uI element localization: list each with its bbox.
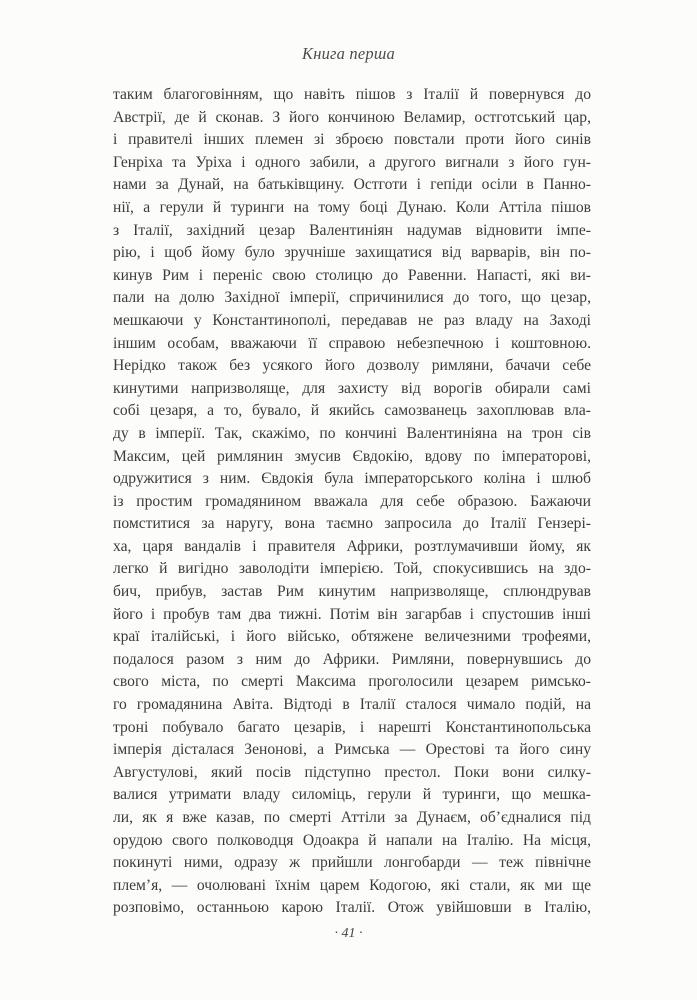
text-line: плем’я, — очолювані їхнім царем Кодогою, які стали, як ми ще <box>113 876 591 894</box>
text-line: орудою свого полководця Одоакра й напали на Італію. На місця, <box>113 831 591 849</box>
text-line: легко й вигідно заволодіти імперією. Той, спокусившись на здо- <box>113 560 591 578</box>
text-line: ду в імперії. Так, скажімо, по кончині Валентиніяна на трон сів <box>113 424 591 442</box>
text-line: кинутими напризволяще, для захисту від ворогів обирали самі <box>113 379 591 397</box>
text-line: троні побувало багато цезарів, і нарешті Константинопольська <box>113 718 591 736</box>
text-line: собі цезаря, а то, бувало, й якийсь самозванець захоплював вла- <box>113 402 591 420</box>
text-line: і правителі інших племен зі зброєю повстали проти його синів <box>113 131 591 149</box>
running-header: Книга перша <box>302 44 395 63</box>
text-line: іншим особам, вважаючи її справою небезпечною і коштовною. <box>113 334 591 352</box>
text-line: рію, і щоб йому було зручніше захищатися від варварів, він по- <box>113 244 591 262</box>
text-line: подалося разом з ним до Африки. Римляни, повернувшись до <box>113 650 591 668</box>
text-line: пали на долю Західної імперії, спричинилися до того, що цезар, <box>113 289 591 307</box>
text-line: ха, царя вандалів і правителя Африки, розтлумачивши йому, як <box>113 537 591 555</box>
text-line: краї італійські, і його військо, обтяжене величезними трофеями, <box>113 628 591 646</box>
text-line: помститися за наругу, вона таємно запросила до Італії Гензері- <box>113 515 591 533</box>
body-text <box>113 84 591 920</box>
text-line: Генріха та Уріха і одного забили, а другого вигнали з його гун- <box>113 153 591 171</box>
text-line: Австрії, де й сконав. З його кончиною Веламир, остготський цар, <box>113 108 591 126</box>
text-line: нії, а герули й туринги на тому боці Дунаю. Коли Аттіла пішов <box>113 198 591 216</box>
text-line: Максим, цей римлянин змусив Євдокію, вдову по імператорові, <box>113 447 591 465</box>
text-line: мешкаючи у Константинополі, передавав не раз владу на Заході <box>113 311 591 329</box>
text-line: го громадянина Авіта. Відтоді в Італії сталося чимало подій, на <box>113 696 591 714</box>
text-line: таким благоговінням, що навіть пішов з Італії й повернувся до <box>113 86 591 103</box>
page-number: · 41 · <box>334 926 363 941</box>
text-line: ли, як я вже казав, по смерті Аттіли за Дунаєм, об’єдналися під <box>113 809 591 826</box>
text-line: Нерідко також без усякого його дозволу римляни, бачачи себе <box>113 357 591 375</box>
text-line: бич, прибув, застав Рим кинутим напризволяще, сплюндрував <box>113 583 591 601</box>
text-line: Августулові, який посів підступно престол. Поки вони силку- <box>113 763 591 781</box>
text-line: розповімо, останньою карою Італії. Отож увійшовши в Італію, <box>113 899 591 917</box>
text-line: імперія дісталася Зенонові, а Римська — Орестові та його сину <box>113 741 591 759</box>
text-line: одружитися з ним. Євдокія була імператорського коліна і шлюб <box>113 470 591 488</box>
text-line: із простим громадянином вважала для себе образою. Бажаючи <box>113 492 591 510</box>
text-line: валися утримати владу силоміць, герули й туринги, що мешка- <box>113 786 591 804</box>
text-line: кинув Рим і переніс свою столицю до Равенни. Напасті, які ви- <box>113 266 591 284</box>
text-line: його і пробув там два тижні. Потім він загарбав і спустошив інші <box>113 605 591 623</box>
text-line: з Італії, західний цезар Валентиніян надумав відновити імпе- <box>113 221 591 239</box>
text-line: нами за Дунай, на батьківщину. Остготи і гепіди осіли в Панно- <box>113 176 591 194</box>
text-line: свого міста, по смерті Максима проголосили цезарем римсько- <box>113 673 591 691</box>
text-line: покинуті ними, одразу ж прийшли лонгобарди — теж північне <box>113 854 591 872</box>
